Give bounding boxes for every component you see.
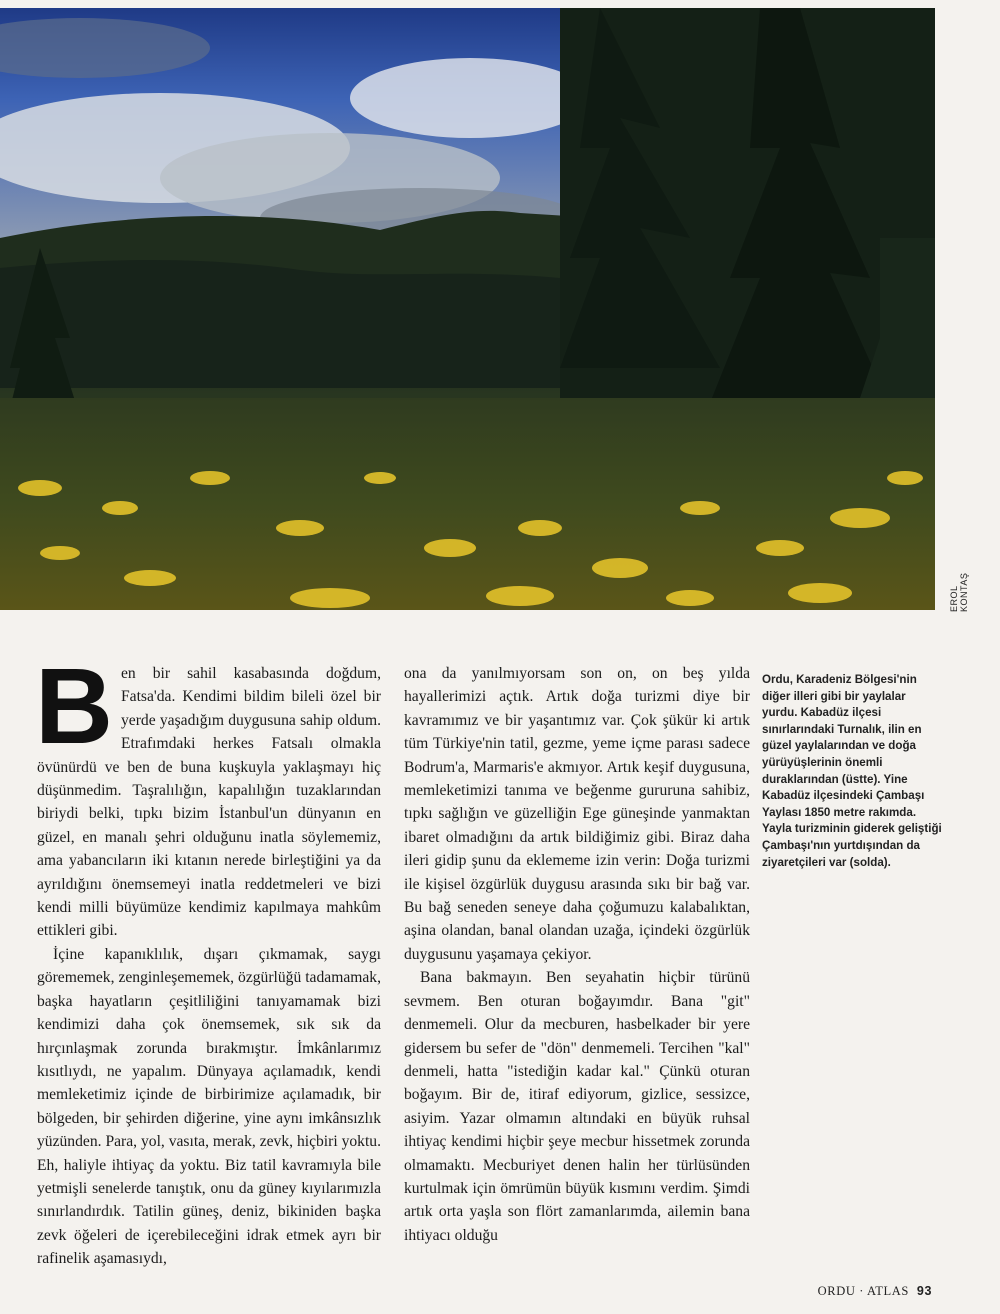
paragraph-1: en bir sahil kasabasında doğdum, Fatsa'da. Kendimi bildim bileli özel bir yerde yaşadığım duygusuna sahip oldum. Etrafımdaki herkes Fatsalı olmakla övünürdü ve ben de buna kuşkuyla yaklaşmayı hiç düşünmedim. Taşralılığın, kapalılığın tuzaklarından biriydi belki, tıpkı bizim İstanbul'un dünyanın en güzel, en manalı şehri olduğunu inatla söylememiz, ama yabancıların iki kıtanın nerede birleştiğini ya da ayrıldığını önemsemeyi inatla reddetmeleri ve bizi kendi milli büyümüze kendimiz kapılmaya mahkûm ettikleri gibi.	[37, 665, 381, 940]
landscape-illustration	[0, 8, 935, 610]
paragraph-4: Bana bakmayın. Ben seyahatin hiçbir türünü sevmem. Ben oturan boğayımdır. Bana "git" denmemeli. Olur da mecburen, hasbelkader bir yere gidersem bu sefer de "dön" denmemeli. Tercihen "kal" denmeli, hatta "istediğin kadar kal." Çünkü oturan boğayım. Bir de, itiraf ediyorum, gizlice, sessizce, asiyim. Yazar olmamın altındaki en büyük ruhsal ihtiyaç kendimi hiçbir şeye mecbur hissetmek zorunda olmamaktı. Mecburiyet denen halin her türlüsünden kurtulmak için ömrümün büyük kısmını verdim. Şimdi artık orta yaşla son flört zamanlarımda, ailemin bana ihtiyacı olduğu	[404, 969, 750, 1244]
photo-caption: Ordu, Karadeniz Bölgesi'nin diğer illeri gibi bir yaylalar yurdu. Kabadüz ilçesi sınırlarındaki Turnalık, ilin en güzel yaylalarından ve doğa yürüyüşlerinin önemli duraklarından (üstte). Yine Kabadüz ilçesindeki Çambaşı Yaylası 1850 metre rakımda. Yayla turizminin giderek geliştiği Çambaşı'nın yurtdışından da ziyaretçileri var (solda).	[762, 673, 942, 869]
photo-credit: EROL KONTAŞ	[949, 572, 969, 612]
landscape-photo	[0, 8, 935, 610]
article-column-2	[404, 662, 750, 1247]
page-footer	[818, 1284, 932, 1299]
paragraph-2: İçine kapanıklılık, dışarı çıkmamak, saygı görememek, zenginleşememek, özgürlüğü tadamamak, başka hayatların çeşitliliğini tanıyamamak bizi kendimizi daha çok önemsemek, sık sık da hırçınlaşmak zorunda bırakmıştır. İmkânlarımız kısıtlıydı, ne yapalım. Dünyaya açılamadık, kendi memleketimiz içinde de birbirimize açılamadık, bir bölgeden, bir şehirden diğerine, yine aynı imkânsızlık yüzünden. Para, yol, vasıta, merak, zevk, hiçbiri yoktu. Eh, haliyle ihtiyaç da yoktu. Biz tatil kavramıyla bile yetmişli senelerde tanıştık, onu da güney kıyılarımızla sınırlandırdık. Tatilin güneş, deniz, bikiniden başka zevk öğeleri de içerebileceğini idrak etmek ayrı bir rafinelik aşamasıydı,	[37, 945, 381, 1268]
footer-section: ORDU · ATLAS	[817, 1284, 909, 1298]
paragraph-3: ona da yanılmıyorsam son on, on beş yılda hayallerimizi açtık. Artık doğa turizmi diye bir kavramımız ve bir yaşantımız var. Çok şükür ki artık tüm Türkiye'nin tatil, gezme, yeme içme parası sadece Bodrum'a, Marmaris'e akmıyor. Artık keşif duygusuna, memleketimizi tanıma ve beğenme gururuna sahibiz, tıpkı sağlığın ve güzelliğin Ege güneşinde yanmaktan ibaret olmadığını da artık bildiğimiz gibi. Biraz daha ileri gidip şunu da eklememe izin verin: Doğa turizmi ile kişisel özgürlük duygusu arasında sıkı bir bağ var. Bu bağ seneden seneye daha çoğumuzu kalabalıktan, aşina olandan, banal olandan uzağa, içindeki özgürlük duygusunu yaşamaya çekiyor.	[404, 665, 750, 963]
drop-cap: B	[35, 645, 113, 766]
page-number: 93	[916, 1284, 932, 1298]
article-column-1	[35, 645, 381, 1271]
